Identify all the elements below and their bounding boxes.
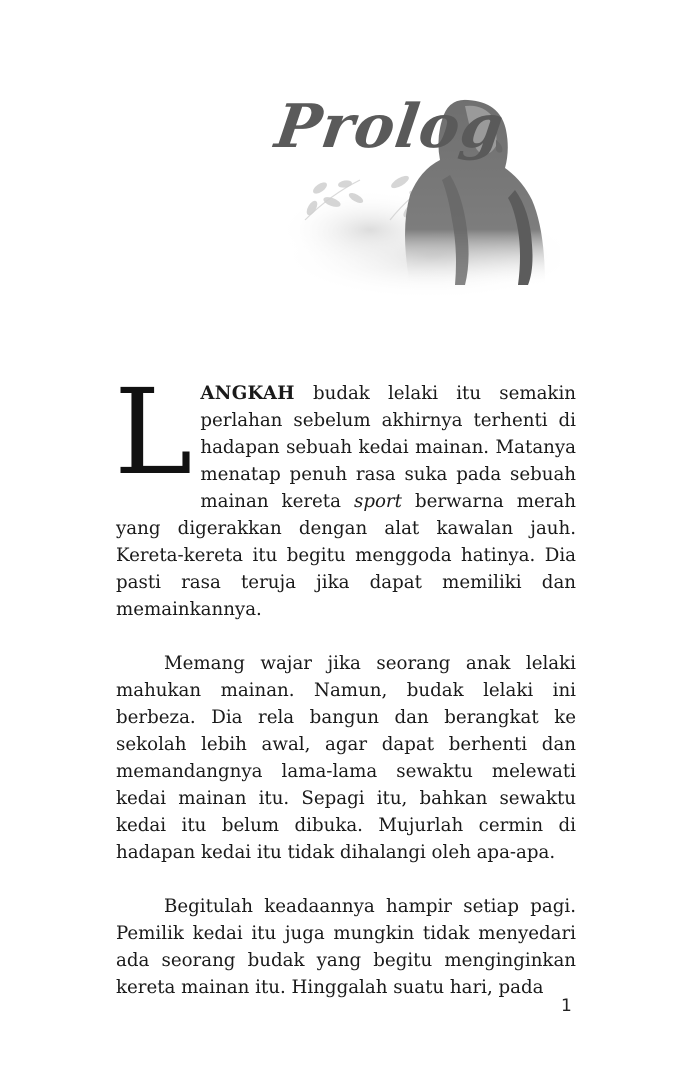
paragraph-2: Memang wajar jika seorang anak lelaki mahukan mainan. Namun, budak lelaki ini berbeza. Dia rela bangun dan berangkat ke sekolah lebih awal, agar dapat berhenti dan memandangnya lama-lama sewaktu melewati kedai mainan itu. Sepagi itu, bahkan sewaktu kedai itu belum dibuka. Mujurlah cermin di hadapan kedai itu tidak dihalangi oleh apa-apa.: [116, 653, 576, 863]
paragraph-1-part-2: berwarna merah yang digerakkan dengan alat kawalan jauh. Kereta-kereta itu begitu menggoda hatinya. Dia pasti rasa teruja jika dapat memiliki dan memainkannya.: [116, 491, 576, 620]
paragraph-1-part-1: budak lelaki itu semakin perlahan sebelum akhirnya terhenti di hadapan sebuah kedai mainan. Matanya menatap penuh rasa suka pada sebuah mainan kereta: [200, 383, 576, 512]
italic-word: sport: [353, 491, 402, 512]
page-title: Prolog: [271, 92, 509, 162]
drop-cap: L: [114, 363, 193, 501]
paragraph-3: Begitulah keadaannya hampir setiap pagi. Pemilik kedai itu juga mungkin tidak menyedari ada seorang budak yang begitu menginginkan kereta mainan itu. Hinggalah suatu hari, pada: [116, 896, 576, 998]
chapter-text: [114, 363, 576, 1028]
page-number: 1: [561, 996, 572, 1016]
lead-word: ANGKAH: [200, 383, 295, 404]
paragraph-1: [114, 363, 576, 623]
